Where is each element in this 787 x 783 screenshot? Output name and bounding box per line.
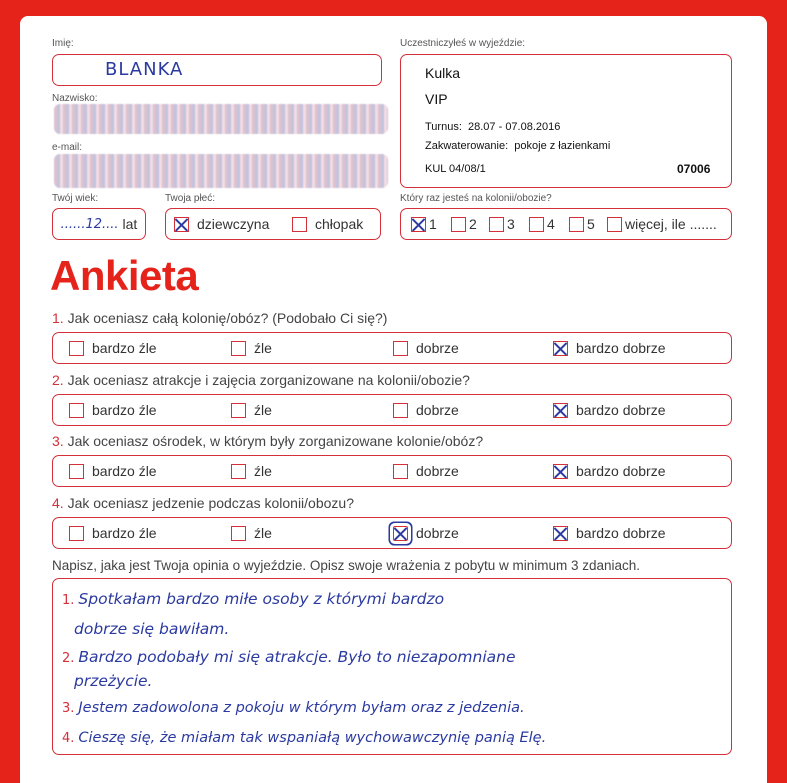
rating-option-label: bardzo dobrze — [576, 463, 666, 479]
checkbox[interactable] — [231, 341, 246, 356]
rating-option[interactable] — [231, 518, 272, 548]
accommodation-label: Zakwaterowanie: — [425, 140, 509, 152]
rating-option[interactable] — [393, 395, 459, 425]
accommodation-value: pokoje z łazienkami — [514, 140, 611, 152]
name-field[interactable] — [52, 54, 382, 86]
rating-option-label: bardzo dobrze — [576, 402, 666, 418]
checkbox[interactable] — [489, 217, 504, 232]
turnus-label: Turnus: — [425, 121, 462, 133]
times-option-3[interactable] — [489, 209, 515, 239]
rating-option-label: źle — [254, 402, 272, 418]
checkbox[interactable] — [451, 217, 466, 232]
checkbox[interactable] — [292, 217, 307, 232]
rating-option-label: bardzo źle — [92, 463, 157, 479]
rating-option[interactable] — [231, 333, 272, 363]
times-option-4[interactable] — [529, 209, 555, 239]
camp-accommodation — [425, 140, 610, 152]
camp-number: 07006 — [677, 162, 711, 176]
checkbox[interactable] — [393, 464, 408, 479]
camp-turnus — [425, 121, 560, 133]
rating-option-label: bardzo źle — [92, 525, 157, 541]
rating-row — [52, 332, 732, 364]
age-label: Twój wiek: — [52, 193, 99, 204]
times-option-label: 3 — [507, 216, 515, 232]
checkbox-checked[interactable] — [393, 526, 408, 541]
opinion-line — [74, 672, 152, 690]
times-option-label: 2 — [469, 216, 477, 232]
opinion-line — [62, 730, 546, 746]
camp-info-box — [400, 54, 732, 188]
rating-option[interactable] — [69, 518, 157, 548]
turnus-value: 28.07 - 07.08.2016 — [468, 121, 561, 133]
times-option-2[interactable] — [451, 209, 477, 239]
opinion-line-text: Bardzo podobały mi się atrakcje. Było to niezapomniane — [78, 648, 516, 666]
email-label: e-mail: — [52, 142, 83, 153]
rating-option[interactable] — [393, 456, 459, 486]
opinion-line-number: 4. — [62, 731, 75, 746]
checkbox[interactable] — [69, 464, 84, 479]
question-number: 2. — [52, 372, 64, 388]
checkbox[interactable] — [231, 526, 246, 541]
checkbox[interactable] — [69, 341, 84, 356]
checkbox-checked[interactable] — [553, 403, 568, 418]
opinion-line-text: Spotkałam bardzo miłe osoby z którymi bardzo — [78, 590, 445, 608]
rating-option-label: dobrze — [416, 525, 459, 541]
question-text — [52, 433, 483, 449]
checkbox-checked[interactable] — [411, 217, 426, 232]
rating-option[interactable] — [393, 518, 459, 548]
checkbox[interactable] — [69, 403, 84, 418]
checkbox[interactable] — [393, 403, 408, 418]
surname-redacted — [54, 104, 388, 134]
rating-option-label: źle — [254, 525, 272, 541]
camp-line-1: Kulka — [425, 65, 461, 81]
rating-option-label: bardzo dobrze — [576, 340, 666, 356]
rating-row — [52, 455, 732, 487]
rating-option[interactable] — [69, 456, 157, 486]
page-title: Ankieta — [50, 252, 199, 299]
rating-option-label: źle — [254, 340, 272, 356]
rating-option-label: bardzo źle — [92, 402, 157, 418]
question-label: Jak oceniasz ośrodek, w którym były zorganizowane kolonie/obóz? — [67, 433, 484, 449]
opinion-line-text: Cieszę się, że miałam tak wspaniałą wychowawczynię panią Elę. — [78, 730, 547, 746]
question-text — [52, 495, 354, 511]
rating-option[interactable] — [553, 333, 666, 363]
times-option-label: 4 — [547, 216, 555, 232]
question-text — [52, 310, 387, 326]
question-number: 4. — [52, 495, 64, 511]
checkbox[interactable] — [69, 526, 84, 541]
rating-option-label: dobrze — [416, 463, 459, 479]
name-value: BLANKA — [105, 59, 184, 80]
opinion-line-text: dobrze się bawiłam. — [74, 620, 230, 638]
question-label: Jak oceniasz całą kolonię/obóz? (Podobało Ci się?) — [67, 310, 388, 326]
checkbox[interactable] — [231, 464, 246, 479]
question-number: 1. — [52, 310, 64, 326]
opinion-line-text: Jestem zadowolona z pokoju w którym byłam oraz z jedzenia. — [78, 700, 525, 716]
gender-option-boy[interactable] — [292, 209, 363, 239]
times-option-label: 1 — [429, 216, 437, 232]
rating-option[interactable] — [553, 456, 666, 486]
participant-label: Uczestniczyłeś w wyjeździe: — [400, 38, 526, 49]
checkbox[interactable] — [231, 403, 246, 418]
camp-code: KUL 04/08/1 — [425, 163, 486, 175]
gender-option-girl[interactable] — [174, 209, 269, 239]
rating-option-label: źle — [254, 463, 272, 479]
checkbox[interactable] — [393, 341, 408, 356]
rating-option[interactable] — [553, 395, 666, 425]
email-redacted — [54, 154, 388, 188]
opinion-line-number: 1. — [62, 593, 75, 608]
rating-option[interactable] — [231, 456, 272, 486]
times-field — [400, 208, 732, 240]
opinion-prompt: Napisz, jaka jest Twoja opinia o wyjeździe. Opisz swoje wrażenia z pobytu w minimum 3 zdaniach. — [52, 558, 641, 573]
rating-option-label: dobrze — [416, 340, 459, 356]
times-option-label: więcej, ile ....... — [625, 216, 717, 232]
age-field[interactable] — [52, 208, 146, 240]
times-label: Który raz jesteś na kolonii/obozie? — [400, 193, 552, 204]
gender-option-label: chłopak — [315, 216, 364, 232]
rating-row — [52, 517, 732, 549]
rating-option[interactable] — [393, 333, 459, 363]
rating-option[interactable] — [69, 333, 157, 363]
rating-option-label: bardzo źle — [92, 340, 157, 356]
rating-option[interactable] — [231, 395, 272, 425]
gender-option-label: dziewczyna — [197, 216, 270, 232]
checkbox[interactable] — [607, 217, 622, 232]
opinion-line — [62, 700, 525, 716]
times-option-more[interactable] — [607, 209, 717, 239]
opinion-line — [62, 648, 516, 666]
camp-line-2: VIP — [425, 91, 448, 107]
question-text — [52, 372, 470, 388]
opinion-line-number: 3. — [62, 701, 75, 716]
rating-row — [52, 394, 732, 426]
opinion-line-number: 2. — [62, 651, 75, 666]
checkbox-checked[interactable] — [553, 341, 568, 356]
times-option-label: 5 — [587, 216, 595, 232]
question-label: Jak oceniasz atrakcje i zajęcia zorganizowane na kolonii/obozie? — [67, 372, 470, 388]
surname-label: Nazwisko: — [52, 93, 98, 104]
gender-label: Twoja płeć: — [165, 193, 216, 204]
checkbox[interactable] — [569, 217, 584, 232]
rating-option[interactable] — [69, 395, 157, 425]
checkbox-checked[interactable] — [174, 217, 189, 232]
question-label: Jak oceniasz jedzenie podczas kolonii/obozu? — [67, 495, 354, 511]
opinion-line — [74, 620, 229, 638]
times-option-1[interactable] — [411, 209, 437, 239]
rating-option[interactable] — [553, 518, 666, 548]
question-number: 3. — [52, 433, 64, 449]
opinion-line-text: przeżycie. — [74, 672, 153, 690]
checkbox[interactable] — [529, 217, 544, 232]
name-label: Imię: — [52, 38, 74, 49]
times-option-5[interactable] — [569, 209, 595, 239]
rating-option-label: dobrze — [416, 402, 459, 418]
rating-option-label: bardzo dobrze — [576, 525, 666, 541]
opinion-line — [62, 590, 444, 608]
age-value: ......12.... — [60, 216, 119, 232]
checkbox-checked[interactable] — [553, 526, 568, 541]
gender-field — [165, 208, 381, 240]
checkbox-checked[interactable] — [553, 464, 568, 479]
age-unit: lat — [122, 216, 138, 232]
